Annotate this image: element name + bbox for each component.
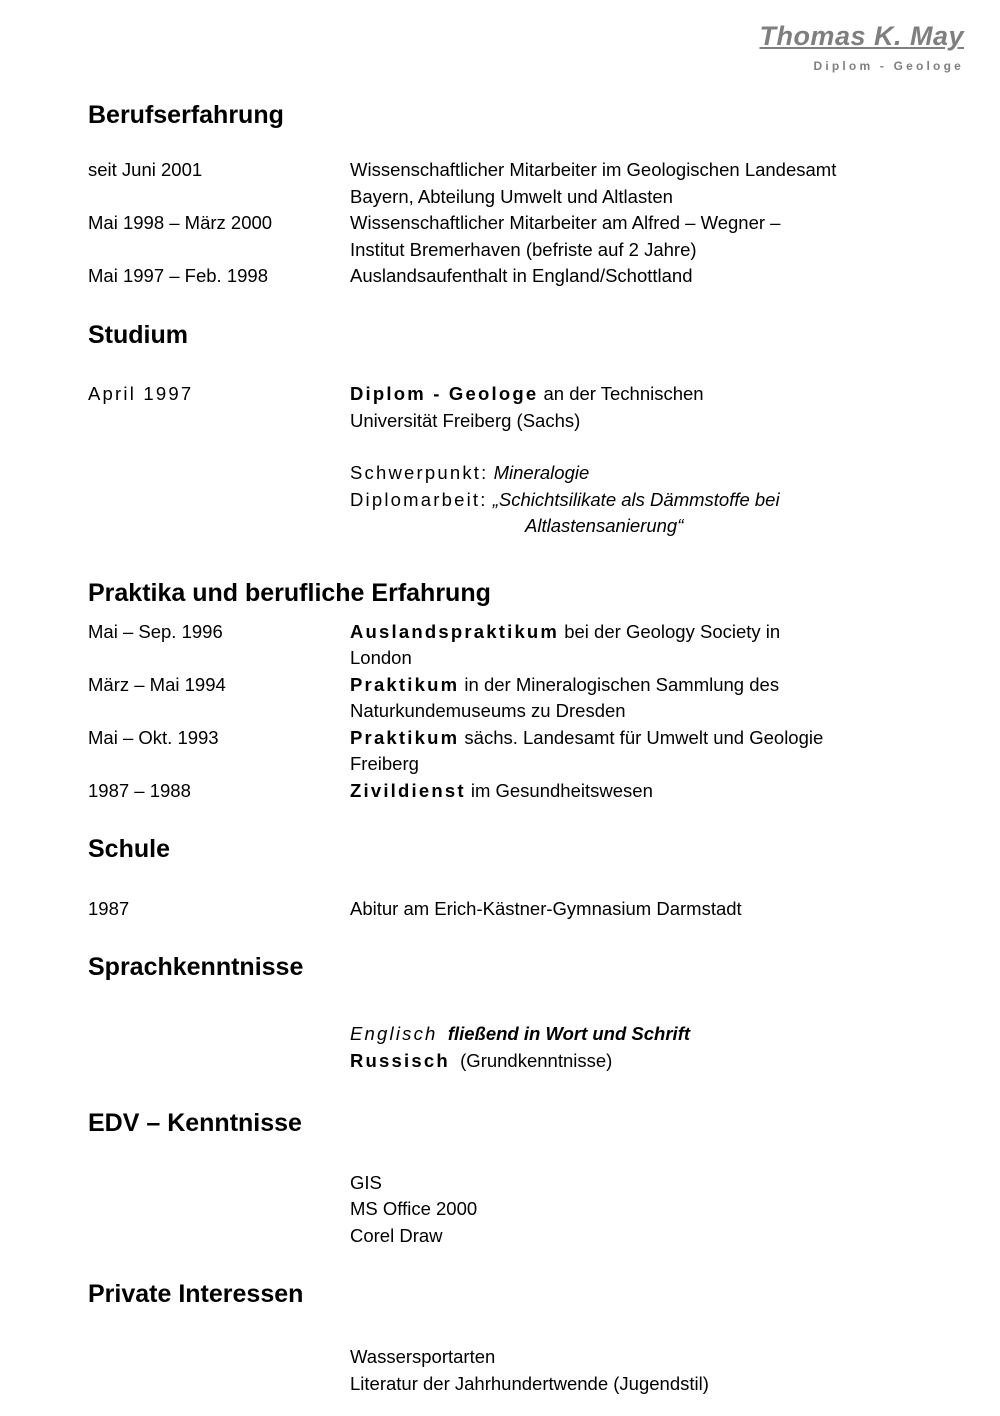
entry-date: seit Juni 2001 <box>88 159 203 181</box>
list-item: Wassersportarten <box>350 1346 496 1368</box>
table-row <box>88 725 968 778</box>
language-name: Russisch <box>350 1049 450 1071</box>
header-subtitle: Diplom - Geologe <box>813 58 964 73</box>
table-row <box>88 210 968 263</box>
thesis-label: Diplomarbeit: <box>350 488 488 510</box>
section-title-interessen: Private Interessen <box>88 1280 304 1308</box>
language-row <box>350 1048 968 1075</box>
entry-line <box>350 619 968 646</box>
berufserfahrung-rows <box>88 157 968 290</box>
entry-line: Naturkundemuseums zu Dresden <box>350 700 626 722</box>
entry-description <box>350 210 968 263</box>
list-item: Corel Draw <box>350 1224 443 1246</box>
entry-keyword: Zivildienst <box>350 779 466 801</box>
entry-date: 1987 <box>88 897 130 919</box>
language-level: fließend in Wort und Schrift <box>447 1023 691 1045</box>
document-header <box>759 22 964 73</box>
thesis-value-cont: Altlastensanierung“ <box>525 515 684 536</box>
entry-description <box>350 381 968 434</box>
section-title-sprachkenntnisse: Sprachkenntnisse <box>88 953 304 981</box>
entry-line <box>350 672 968 699</box>
entry-line: Bayern, Abteilung Umwelt und Altlasten <box>350 185 673 207</box>
entry-rest: bei der Geology Society in <box>559 620 781 642</box>
entry-line: Freiberg <box>350 753 419 775</box>
language-name: Englisch <box>350 1023 438 1045</box>
language-level: (Grundkenntnisse) <box>460 1049 613 1071</box>
focus-line <box>350 460 968 487</box>
table-row <box>88 672 968 725</box>
entry-line: Auslandsaufenthalt in England/Schottland <box>350 265 693 287</box>
entry-keyword: Praktikum <box>350 726 460 748</box>
entry-line: Wissenschaftlicher Mitarbeiter am Alfred – Wegner – <box>350 212 781 234</box>
interessen-list <box>350 1344 968 1397</box>
entry-description <box>350 672 968 725</box>
section-title-praktika: Praktika und berufliche Erfahrung <box>88 578 491 607</box>
entry-date: April 1997 <box>88 383 194 404</box>
table-row <box>88 619 968 672</box>
entry-date: Mai – Sep. 1996 <box>88 620 223 642</box>
section-title-schule: Schule <box>88 835 170 864</box>
entry-date: Mai 1997 – Feb. 1998 <box>88 265 268 287</box>
entry-keyword: Praktikum <box>350 673 460 695</box>
entry-description <box>350 157 968 210</box>
entry-line: Institut Bremerhaven (befriste auf 2 Jahre) <box>350 238 697 260</box>
table-row <box>88 157 968 210</box>
table-row <box>88 778 968 805</box>
entry-description <box>350 725 968 778</box>
list-item: GIS <box>350 1171 382 1193</box>
sprachkenntnisse-rows <box>350 1021 968 1074</box>
studium-rows <box>88 381 968 540</box>
entry-line <box>350 381 968 408</box>
thesis-line <box>350 487 968 514</box>
entry-description <box>350 778 968 805</box>
section-title-berufserfahrung: Berufserfahrung <box>88 101 284 129</box>
thesis-value: „Schichtsilikate als Dämmstoffe bei <box>492 488 780 510</box>
praktika-rows <box>88 619 968 805</box>
studium-details <box>350 460 968 540</box>
list-item: MS Office 2000 <box>350 1198 478 1219</box>
entry-line: Universität Freiberg (Sachs) <box>350 409 581 431</box>
entry-line: London <box>350 647 412 669</box>
entry-line <box>350 725 968 752</box>
entry-rest: in der Mineralogischen Sammlung des <box>459 673 780 695</box>
entry-rest: im Gesundheitswesen <box>465 779 653 801</box>
entry-rest: sächs. Landesamt für Umwelt und Geologie <box>459 726 824 748</box>
entry-date: 1987 – 1988 <box>88 779 191 801</box>
section-title-studium: Studium <box>88 320 188 349</box>
degree-rest: an der Technischen <box>538 383 704 404</box>
section-title-edv: EDV – Kenntnisse <box>88 1109 302 1138</box>
entry-description <box>350 619 968 672</box>
entry-date: Mai – Okt. 1993 <box>88 726 219 748</box>
entry-date: Mai 1998 – März 2000 <box>88 212 273 234</box>
entry-description <box>350 263 968 290</box>
focus-value: Mineralogie <box>493 462 590 483</box>
degree-title: Diplom - Geologe <box>350 383 539 404</box>
header-name: Thomas K. May <box>759 21 964 51</box>
language-row <box>350 1021 968 1048</box>
entry-date: März – Mai 1994 <box>88 673 226 695</box>
entry-line: Wissenschaftlicher Mitarbeiter im Geologischen Landesamt <box>350 159 837 181</box>
edv-list <box>350 1170 968 1250</box>
table-row <box>88 896 968 923</box>
table-row <box>88 381 968 434</box>
list-item: Literatur der Jahrhundertwende (Jugendstil) <box>350 1372 709 1394</box>
entry-line <box>350 778 968 805</box>
document-body <box>88 100 968 1397</box>
entry-description: Abitur am Erich-Kästner-Gymnasium Darmstadt <box>350 897 742 919</box>
table-row <box>88 263 968 290</box>
entry-keyword: Auslandspraktikum <box>350 620 560 642</box>
focus-label: Schwerpunkt: <box>350 462 489 483</box>
